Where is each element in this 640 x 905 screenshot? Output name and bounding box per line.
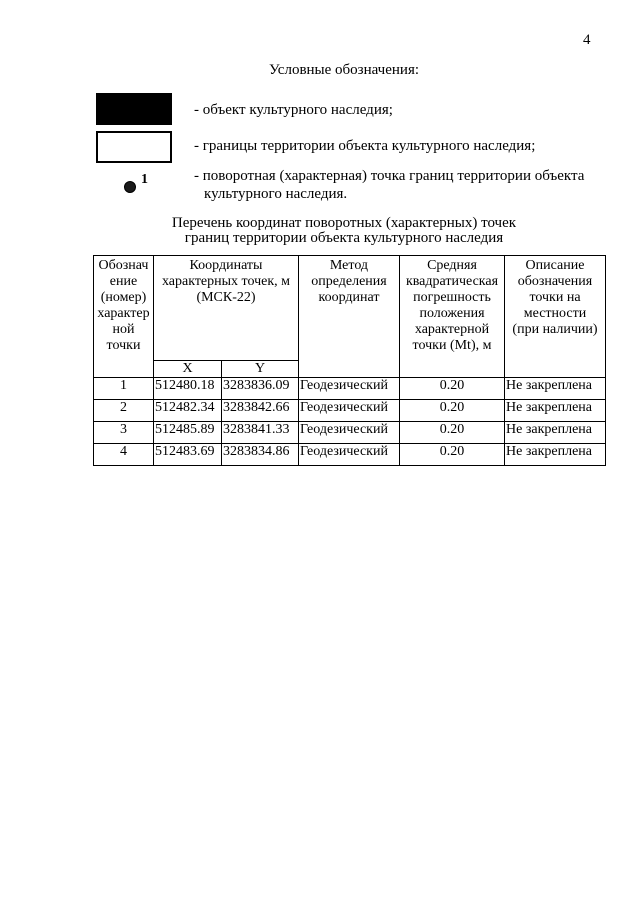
header-coordinates-line: (МСК-22): [196, 290, 256, 305]
turning-point-dot-icon: [124, 181, 136, 193]
cell-method: Геодезический: [299, 378, 400, 400]
header-designation-line: ение: [109, 274, 138, 289]
cell-number: 2: [94, 400, 154, 422]
cell-error: 0.20: [400, 400, 505, 422]
header-coordinates-line: Координаты: [189, 258, 263, 273]
legend-item-heritage-object: - объект культурного наследия;: [194, 102, 393, 118]
turning-point-symbol: [124, 172, 160, 196]
header-description-line: точки на: [529, 290, 581, 305]
page-number: 4: [583, 32, 591, 48]
header-designation-line: (номер): [100, 290, 147, 305]
cell-x: 512482.34: [154, 400, 222, 422]
header-error-line: характерной: [414, 322, 490, 337]
cell-number: 1: [94, 378, 154, 400]
header-description-line: местности: [523, 306, 587, 321]
coordinates-table: [93, 255, 606, 466]
header-x: X: [154, 361, 222, 378]
cell-description: Не закреплена: [505, 422, 606, 444]
cell-x: 512480.18: [154, 378, 222, 400]
cell-method: Геодезический: [299, 400, 400, 422]
table-row: [94, 400, 606, 422]
header-coordinates-line: характерных точек, м: [161, 274, 291, 289]
header-coordinates: [154, 256, 299, 361]
header-description: [505, 256, 606, 378]
cell-y: 3283841.33: [222, 422, 299, 444]
header-designation: [94, 256, 154, 378]
cell-number: 3: [94, 422, 154, 444]
heritage-object-swatch: [96, 93, 172, 125]
header-method-line: определения: [311, 274, 387, 289]
cell-error: 0.20: [400, 444, 505, 466]
header-error: [400, 256, 505, 378]
table-row: [94, 422, 606, 444]
cell-x: 512483.69: [154, 444, 222, 466]
table-title-line1: Перечень координат поворотных (характерных) точек: [171, 215, 517, 231]
legend-title: Условные обозначения:: [268, 62, 420, 78]
cell-error: 0.20: [400, 422, 505, 444]
header-error-line: погрешность: [413, 290, 491, 305]
header-designation-line: характер: [97, 306, 150, 321]
header-description-line: Описание: [525, 258, 585, 273]
cell-method: Геодезический: [299, 444, 400, 466]
legend-item-turning-point: [194, 167, 604, 203]
table-header-row: [94, 256, 606, 361]
cell-y: 3283836.09: [222, 378, 299, 400]
table-row: [94, 378, 606, 400]
legend-item-turning-point-line2: культурного наследия.: [204, 186, 348, 202]
header-error-line: точки (Mt), м: [412, 338, 492, 353]
cell-number: 4: [94, 444, 154, 466]
header-description-line: обозначения: [517, 274, 593, 289]
heritage-territory-swatch: [96, 131, 172, 163]
cell-error: 0.20: [400, 378, 505, 400]
header-error-line: квадратическая: [405, 274, 499, 289]
header-designation-line: точки: [106, 338, 141, 353]
header-error-line: положения: [419, 306, 485, 321]
table-title: [0, 216, 640, 246]
header-method: [299, 256, 400, 378]
cell-description: Не закреплена: [505, 444, 606, 466]
cell-y: 3283834.86: [222, 444, 299, 466]
header-designation-line: Обознач: [98, 258, 149, 273]
cell-y: 3283842.66: [222, 400, 299, 422]
cell-description: Не закреплена: [505, 400, 606, 422]
header-y: Y: [222, 361, 299, 378]
table-title-line2: границ территории объекта культурного наследия: [184, 230, 504, 246]
header-description-line: (при наличии): [512, 322, 598, 337]
header-error-line: Средняя: [427, 258, 477, 273]
header-method-line: координат: [318, 290, 380, 305]
header-designation-line: ной: [112, 322, 135, 337]
header-method-line: Метод: [329, 258, 369, 273]
cell-x: 512485.89: [154, 422, 222, 444]
turning-point-label: 1: [141, 172, 148, 187]
legend-item-turning-point-line1: - поворотная (характерная) точка границ территории объекта: [194, 168, 585, 184]
cell-description: Не закреплена: [505, 378, 606, 400]
legend-item-territory-boundary: - границы территории объекта культурного наследия;: [194, 138, 536, 154]
table-row: [94, 444, 606, 466]
cell-method: Геодезический: [299, 422, 400, 444]
